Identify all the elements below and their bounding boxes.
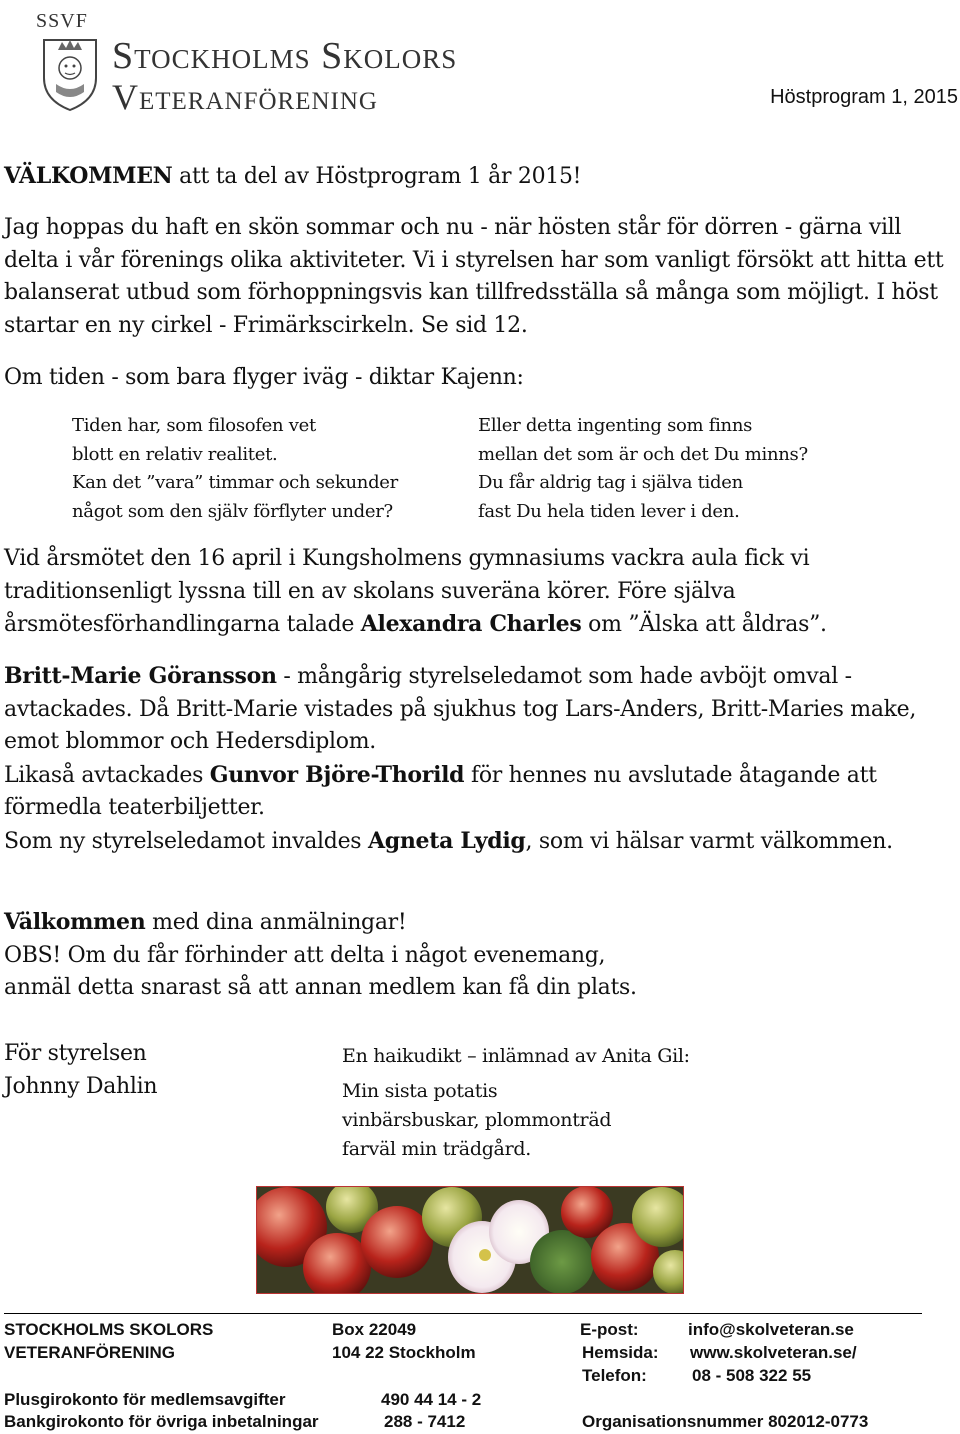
speaker-name: Alexandra Charles: [360, 611, 582, 637]
footer-box: Box 22049: [332, 1320, 417, 1339]
poem-line: blott en relativ realitet.: [72, 443, 278, 465]
footer-orgnr: Organisationsnummer 802012-0773: [582, 1412, 869, 1431]
poem-line: fast Du hela tiden lever i den.: [478, 500, 740, 522]
annual-text-2: om ”Älska att åldras”.: [581, 612, 827, 637]
footer-plusgiro: 490 44 14 - 2: [381, 1390, 482, 1409]
program-title: Höstprogram 1, 2015: [770, 86, 958, 108]
poem-column-2: [478, 412, 918, 526]
poem-column-1: [72, 412, 472, 526]
annual-meeting-paragraph: [4, 543, 954, 642]
haiku-title: En haikudikt – inlämnad av Anita Gil:: [342, 1045, 690, 1067]
ssvf-logo-text: SSVF: [36, 10, 88, 32]
board-paragraph-1: [4, 660, 954, 759]
footer-org-2: VETERANFÖRENING: [4, 1343, 175, 1362]
footer-org-1: STOCKHOLMS SKOLORS: [4, 1320, 214, 1339]
fruit-photo: [256, 1186, 684, 1294]
board-text-3b: , som vi hälsar varmt välkommen.: [525, 828, 893, 854]
welcome-bold: VÄLKOMMEN: [4, 163, 173, 189]
footer-phone-label: Telefon:: [582, 1366, 647, 1385]
haiku-line: Min sista potatis: [342, 1080, 498, 1102]
poem-line: något som den själv förflyter under?: [72, 500, 393, 522]
footer-bankgiro-label: Bankgirokonto för övriga inbetalningar: [4, 1412, 319, 1431]
footer-email[interactable]: info@skolveteran.se: [688, 1320, 854, 1339]
poem-line: Tiden har, som filosofen vet: [72, 415, 316, 436]
annual-text-1: Vid årsmötet den 16 april i Kungsholmens gymnasiums vackra aula fick vi traditionsenligt lyssna till en av skolans suveräna körer. Före själva årsmötesförhandlingarna talade: [4, 546, 810, 637]
poem-line: Eller detta ingenting som finns: [478, 415, 753, 436]
closing-rest: med dina anmälningar!: [145, 910, 407, 935]
board-name-1: Britt-Marie Göransson: [4, 663, 277, 689]
footer-plusgiro-label: Plusgirokonto för medlemsavgifter: [4, 1390, 286, 1409]
footer-bankgiro: 288 - 7412: [384, 1412, 466, 1431]
board-text-2a: Likaså avtackades: [4, 762, 210, 788]
signature-line-2: Johnny Dahlin: [4, 1073, 158, 1099]
closing-section: [4, 906, 954, 1005]
footer-divider: [4, 1313, 922, 1314]
footer-web-label: Hemsida:: [582, 1343, 659, 1362]
board-changes: [4, 660, 954, 858]
closing-obs: OBS! Om du får förhinder att delta i något evenemang,: [4, 942, 606, 968]
closing-obs-2: anmäl detta snarast så att annan medlem kan få din plats.: [4, 975, 637, 1000]
board-paragraph-3: [4, 825, 954, 859]
footer-web[interactable]: www.skolveteran.se/: [690, 1343, 857, 1362]
org-name-line1: Stockholms Skolors: [112, 35, 458, 77]
closing-welcome: [4, 906, 954, 940]
welcome-heading: [4, 160, 954, 194]
intro-paragraph: Jag hoppas du haft en skön sommar och nu - när hösten står för dörren - gärna vill delta i vår förenings olika aktiviteter. Vi i styrelsen har som vanligt försökt att hitta ett balanserat utbud som förhoppningsvis kan tillfredsställa så många som möjligt. I höst startar en ny cirkel - Frimärkscirkeln. Se sid 12.: [4, 215, 944, 338]
board-paragraph-2: [4, 759, 954, 825]
haiku-line: farväl min trädgård.: [342, 1138, 531, 1160]
signature-line-1: För styrelsen: [4, 1041, 147, 1066]
poem-line: mellan det som är och det Du minns?: [478, 443, 808, 465]
signature: [4, 1038, 157, 1103]
board-text-1: - mångårig styrelseledamot som hade avböjt omval - avtackades. Då Britt-Marie vistades på sjukhus tog Lars-Anders, Britt-Maries make, emot blommor och Hedersdiplom.: [4, 664, 917, 754]
crest-logo-icon: [38, 34, 102, 114]
haiku: [342, 1042, 690, 1164]
haiku-line: vinbärsbuskar, plommonträd: [342, 1109, 612, 1131]
board-name-3: Agneta Lydig: [367, 827, 526, 854]
footer-email-label: E-post:: [580, 1320, 639, 1339]
poem-intro: Om tiden - som bara flyger iväg - diktar Kajenn:: [4, 365, 524, 390]
closing-bold: Välkommen: [4, 909, 146, 935]
welcome-rest: att ta del av Höstprogram 1 år 2015!: [172, 164, 582, 189]
footer-postal: 104 22 Stockholm: [332, 1343, 476, 1362]
board-text-3a: Som ny styrelseledamot invaldes: [4, 828, 368, 854]
org-name-line2: Veteranförening: [112, 77, 378, 117]
poem-line: Kan det ”vara” timmar och sekunder: [72, 472, 398, 494]
poem-line: Du får aldrig tag i själva tiden: [478, 472, 743, 494]
board-name-2: Gunvor Björe-Thorild: [209, 761, 465, 788]
board-text-2b: för hennes nu avslutade åtagande att förmedla teaterbiljetter.: [4, 762, 877, 820]
footer-phone: 08 - 508 322 55: [692, 1366, 812, 1385]
